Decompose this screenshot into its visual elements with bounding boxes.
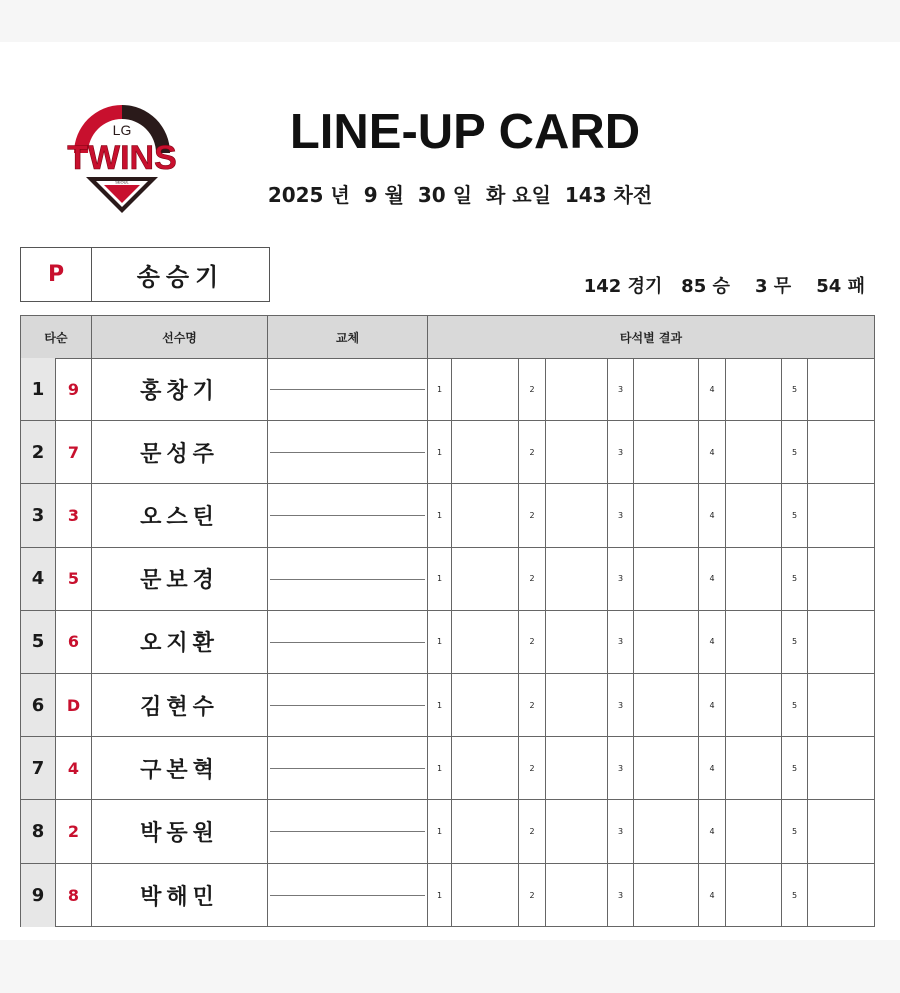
substitution-write-line [270, 768, 425, 769]
batting-order-number: 1 [21, 358, 56, 420]
at-bat-result-cell[interactable] [546, 864, 608, 927]
starting-pitcher-box [20, 247, 270, 302]
at-bat-number: 3 [608, 358, 634, 420]
substitution-cell[interactable] [268, 800, 428, 862]
at-bat-number: 2 [519, 548, 546, 610]
table-header [21, 316, 874, 359]
date-month-unit: 월 [384, 183, 404, 207]
record-games: 142 [583, 276, 622, 297]
substitution-write-line [270, 831, 425, 832]
substitution-cell[interactable] [268, 864, 428, 927]
substitution-cell[interactable] [268, 484, 428, 546]
at-bat-number: 3 [608, 864, 634, 927]
at-bat-result-cell[interactable] [452, 421, 519, 483]
at-bat-number: 4 [699, 800, 726, 862]
at-bat-number: 3 [608, 800, 634, 862]
at-bat-result-cell[interactable] [546, 611, 608, 673]
at-bat-number: 5 [782, 548, 808, 610]
at-bat-result-cell[interactable] [634, 737, 699, 799]
substitution-write-line [270, 642, 425, 643]
at-bat-result-cell[interactable] [546, 484, 608, 546]
player-name: 문성주 [92, 421, 268, 483]
batting-order-number: 3 [21, 484, 56, 546]
at-bat-number: 2 [519, 611, 546, 673]
batting-order-number: 2 [21, 421, 56, 483]
at-bat-number: 1 [428, 548, 452, 610]
game-number: 143 [564, 183, 607, 207]
at-bat-result-cell[interactable] [452, 737, 519, 799]
at-bat-result-cell[interactable] [808, 737, 874, 799]
table-row [21, 421, 874, 484]
defensive-position: 6 [56, 611, 92, 673]
batting-order-number: 6 [21, 674, 56, 736]
header-substitution: 교체 [268, 316, 428, 358]
page-title: LINE-UP CARD [289, 105, 641, 159]
substitution-write-line [270, 515, 425, 516]
defensive-position: 8 [56, 864, 92, 927]
header-batting-order: 타순 [21, 316, 92, 358]
table-row [21, 611, 874, 674]
at-bat-number: 1 [428, 484, 452, 546]
at-bat-result-cell[interactable] [808, 674, 874, 736]
at-bat-number: 3 [608, 674, 634, 736]
at-bat-number: 5 [782, 421, 808, 483]
table-row [21, 674, 874, 737]
logo-seoul-text: SEOUL [115, 179, 129, 185]
at-bat-number: 1 [428, 800, 452, 862]
at-bat-result-cell[interactable] [726, 737, 782, 799]
at-bat-result-cell[interactable] [634, 611, 699, 673]
at-bat-result-cell[interactable] [634, 800, 699, 862]
substitution-cell[interactable] [268, 611, 428, 673]
at-bat-result-cell[interactable] [452, 800, 519, 862]
at-bat-number: 4 [699, 737, 726, 799]
batting-order-number: 4 [21, 548, 56, 610]
record-wins-unit: 승 [712, 276, 730, 297]
date-day: 30 [417, 183, 446, 207]
at-bat-number: 2 [519, 800, 546, 862]
at-bat-result-cell[interactable] [634, 674, 699, 736]
batting-order-number: 5 [21, 611, 56, 673]
at-bat-number: 2 [519, 674, 546, 736]
substitution-write-line [270, 389, 425, 390]
at-bat-number: 2 [519, 421, 546, 483]
substitution-cell[interactable] [268, 674, 428, 736]
at-bat-number: 5 [782, 611, 808, 673]
player-name: 홍창기 [92, 358, 268, 420]
at-bat-result-cell[interactable] [808, 548, 874, 610]
game-number-unit: 차전 [613, 183, 653, 207]
table-row [21, 864, 874, 927]
at-bat-result-cell[interactable] [808, 800, 874, 862]
player-name: 박해민 [92, 864, 268, 927]
player-name: 오스틴 [92, 484, 268, 546]
at-bat-result-cell[interactable] [634, 358, 699, 420]
table-row [21, 548, 874, 611]
at-bat-number: 3 [608, 611, 634, 673]
player-name: 문보경 [92, 548, 268, 610]
at-bat-number: 2 [519, 358, 546, 420]
lg-twins-logo [52, 97, 192, 215]
player-name: 김현수 [92, 674, 268, 736]
batting-order-number: 9 [21, 864, 56, 927]
at-bat-number: 5 [782, 484, 808, 546]
batting-order-number: 8 [21, 800, 56, 862]
date-weekday-unit: 요일 [512, 183, 551, 207]
defensive-position: 3 [56, 484, 92, 546]
substitution-cell[interactable] [268, 548, 428, 610]
at-bat-number: 5 [782, 864, 808, 927]
at-bat-number: 4 [699, 484, 726, 546]
at-bat-result-cell[interactable] [808, 864, 874, 927]
lineup-table [20, 315, 875, 927]
at-bat-result-cell[interactable] [634, 421, 699, 483]
at-bat-number: 3 [608, 421, 634, 483]
defensive-position: D [56, 674, 92, 736]
at-bat-number: 3 [608, 484, 634, 546]
player-name: 구본혁 [92, 737, 268, 799]
at-bat-result-cell[interactable] [808, 484, 874, 546]
record-draws: 3 [754, 276, 768, 297]
at-bat-result-cell[interactable] [546, 358, 608, 420]
player-name: 박동원 [92, 800, 268, 862]
at-bat-result-cell[interactable] [546, 800, 608, 862]
at-bat-result-cell[interactable] [634, 864, 699, 927]
record-games-unit: 경기 [627, 276, 663, 297]
at-bat-number: 1 [428, 611, 452, 673]
batting-order-number: 7 [21, 737, 56, 799]
defensive-position: 2 [56, 800, 92, 862]
at-bat-result-cell[interactable] [726, 548, 782, 610]
at-bat-number: 1 [428, 421, 452, 483]
substitution-cell[interactable] [268, 737, 428, 799]
at-bat-result-cell[interactable] [726, 484, 782, 546]
at-bat-number: 5 [782, 737, 808, 799]
substitution-write-line [270, 895, 425, 896]
at-bat-result-cell[interactable] [452, 548, 519, 610]
at-bat-number: 4 [699, 421, 726, 483]
pitcher-name: 송승기 [136, 263, 225, 291]
at-bat-result-cell[interactable] [546, 421, 608, 483]
table-row [21, 358, 874, 421]
pitcher-position-label: P [21, 248, 92, 301]
record-draws-unit: 무 [773, 276, 792, 297]
lineup-card [0, 42, 900, 940]
player-name: 오지환 [92, 611, 268, 673]
at-bat-result-cell[interactable] [726, 674, 782, 736]
record-losses: 54 [816, 276, 842, 297]
at-bat-number: 5 [782, 358, 808, 420]
table-row [21, 800, 874, 863]
header-at-bat-results: 타석별 결과 [619, 330, 683, 345]
substitution-cell[interactable] [268, 358, 428, 420]
at-bat-result-cell[interactable] [452, 484, 519, 546]
at-bat-result-cell[interactable] [546, 737, 608, 799]
at-bat-result-cell[interactable] [808, 358, 874, 420]
at-bat-number: 1 [428, 358, 452, 420]
at-bat-number: 3 [608, 737, 634, 799]
at-bat-number: 2 [519, 484, 546, 546]
logo-twins-text: TWINS [67, 139, 177, 177]
at-bat-result-cell[interactable] [546, 548, 608, 610]
table-row [21, 484, 874, 547]
at-bat-number: 5 [782, 800, 808, 862]
date-weekday: 화 [485, 183, 506, 207]
at-bat-result-cell[interactable] [726, 864, 782, 927]
at-bat-number: 4 [699, 611, 726, 673]
at-bat-result-cell[interactable] [452, 864, 519, 927]
date-year-unit: 년 [330, 183, 350, 207]
at-bat-result-cell[interactable] [808, 611, 874, 673]
at-bat-result-cell[interactable] [726, 611, 782, 673]
at-bat-number: 1 [428, 674, 452, 736]
at-bat-number: 4 [699, 548, 726, 610]
at-bat-number: 1 [428, 864, 452, 927]
defensive-position: 5 [56, 548, 92, 610]
substitution-write-line [270, 452, 425, 453]
at-bat-result-cell[interactable] [546, 674, 608, 736]
at-bat-number: 4 [699, 864, 726, 927]
at-bat-result-cell[interactable] [808, 421, 874, 483]
table-row [21, 737, 874, 800]
substitution-write-line [270, 705, 425, 706]
at-bat-result-cell[interactable] [634, 548, 699, 610]
date-month: 9 [363, 183, 378, 207]
defensive-position: 4 [56, 737, 92, 799]
substitution-cell[interactable] [268, 421, 428, 483]
at-bat-result-cell[interactable] [726, 358, 782, 420]
defensive-position: 7 [56, 421, 92, 483]
logo-lg-text: LG [112, 122, 132, 138]
record-losses-unit: 패 [847, 276, 865, 297]
at-bat-result-cell[interactable] [452, 358, 519, 420]
record-wins: 85 [681, 276, 707, 297]
substitution-write-line [270, 579, 425, 580]
header-player-name: 선수명 [92, 316, 268, 358]
defensive-position: 9 [56, 358, 92, 420]
at-bat-number: 1 [428, 737, 452, 799]
at-bat-number: 4 [699, 358, 726, 420]
at-bat-result-cell[interactable] [726, 421, 782, 483]
at-bat-result-cell[interactable] [726, 800, 782, 862]
at-bat-result-cell[interactable] [634, 484, 699, 546]
at-bat-number: 3 [608, 548, 634, 610]
at-bat-result-cell[interactable] [452, 611, 519, 673]
game-date-line [230, 180, 690, 210]
at-bat-number: 5 [782, 674, 808, 736]
date-year: 2025 [267, 183, 324, 207]
at-bat-number: 2 [519, 737, 546, 799]
at-bat-number: 2 [519, 864, 546, 927]
at-bat-number: 4 [699, 674, 726, 736]
date-day-unit: 일 [452, 183, 473, 207]
at-bat-result-cell[interactable] [452, 674, 519, 736]
season-record [520, 274, 865, 300]
